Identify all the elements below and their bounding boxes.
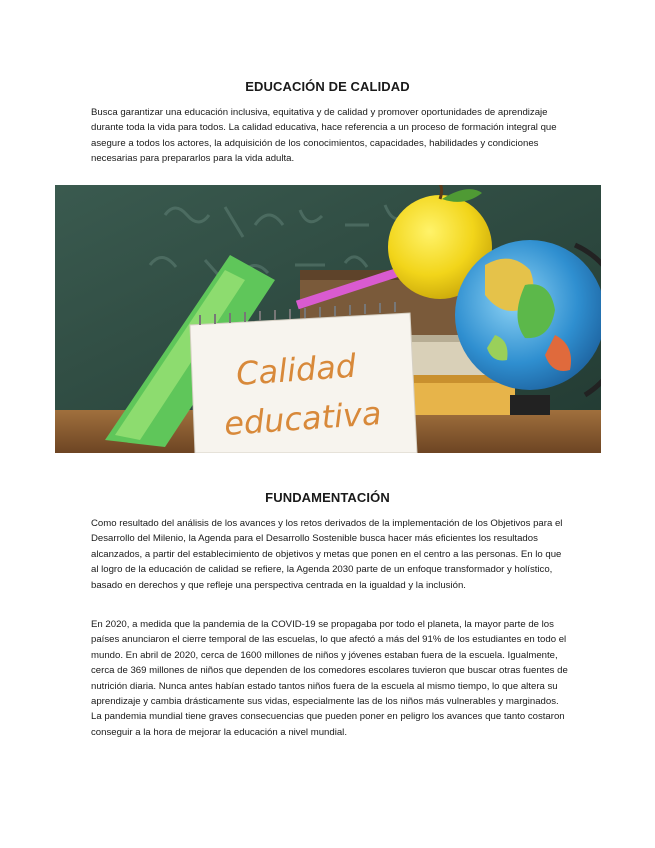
fundamentacion-paragraph-2: En 2020, a medida que la pandemia de la COVID-19 se propagaba por todo el planeta, la mayor parte de los países anunciaron el cierre temporal de las escuelas, lo que afectó a más del 91% de los estudiantes en todo el mundo. En abril de 2020, cerca de 1600 millones de niños y jóvenes estaban fuera de la escuela. Igualmente, cerca de 369 millones de niños que dependen de los comedores escolares tuvieron que buscar otras fuentes de nutrición diaria. Nunca antes habían estado tantos niños fuera de la escuela al mismo tiempo, lo que altera su aprendizaje y cambia drásticamente sus vidas, especialmente las de los niños más vulnerables y marginados. La pandemia mundial tiene graves consecuencias que pueden poner en peligro los avances que tanto costaron conseguir a la hora de mejorar la educación a nivel mundial. [91,619,568,738]
section-title-educacion: EDUCACIÓN DE CALIDAD [245,79,410,94]
spiral-notebook [190,302,417,453]
intro-paragraph: Busca garantizar una educación inclusiva, equitativa y de calidad y promover oportunidades de aprendizaje durante toda la vida para todos. La calidad educativa, hace referencia a un proceso de formación integral que asegure a todos los actores, la adquisición de los conocimientos, capacidades, habilidades y condiciones necesarias para prepararlos para la vida adulta. [91,107,557,165]
notebook-text-educativa: educativa [222,394,383,443]
notebook-text-calidad: Calidad [234,346,358,393]
section-title-fundamentacion: FUNDAMENTACIÓN [265,490,390,505]
calidad-educativa-image [55,185,601,453]
fundamentacion-paragraph-1: Como resultado del análisis de los avances y los retos derivados de la implementación de los Objetivos para el Desarrollo del Milenio, la Agenda para el Desarrollo Sostenible busca hacer más eficientes los resultados alcanzados, a partir del establecimiento de objetivos y metas que ponen en el centro a las personas. En lo que al logro de la educación de calidad se refiere, la Agenda 2030 parte de un enfoque transformador y holístico, basado en derechos y que refleje una perspectiva centrada en la igualdad y la inclusión. [91,518,563,591]
